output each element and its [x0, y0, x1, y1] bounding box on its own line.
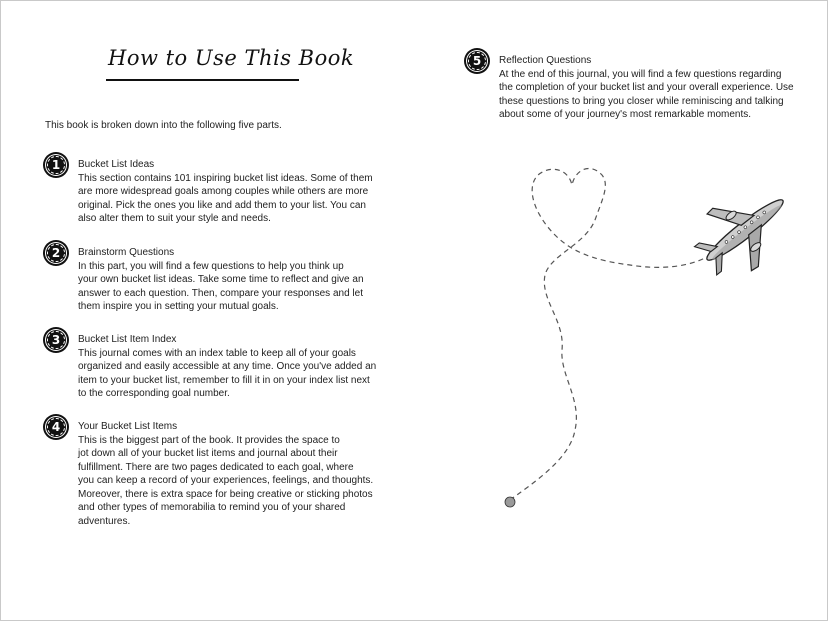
section-title: Bucket List Item Index	[78, 334, 177, 345]
section-text-line: these questions to bring you closer while reminiscing and talking	[499, 95, 784, 107]
section-title: Reflection Questions	[499, 55, 592, 66]
section-text-line: organized and easily accessible at any time. Once you've added an	[78, 361, 377, 372]
intro-text: This book is broken down into the following five parts.	[45, 120, 282, 131]
section-text-line: the completion of your bucket list and your overall experience. Use	[499, 82, 794, 93]
section-text-line: them inspire you in setting your mutual goals.	[78, 301, 279, 312]
section-text-line: you can keep a record of your experiences, feelings, and thoughts.	[78, 475, 374, 486]
section-text-line: This section contains 101 inspiring bucket list ideas. Some of them	[78, 172, 373, 184]
number-badge: 5	[466, 50, 488, 72]
section-brainstorm-questions	[45, 242, 385, 314]
number-badge: 3	[45, 329, 67, 351]
section-text-line: Moreover, there is extra space for being creative or sticking photos	[78, 488, 373, 500]
flight-path-illustration	[490, 160, 790, 520]
section-text-line: answer to each question. Then, compare your responses and let	[78, 287, 363, 299]
section-text-line: original. Pick the ones you like and add them to your list. You can	[78, 199, 366, 211]
page-title: How to Use This Book	[108, 46, 355, 70]
section-title: Brainstorm Questions	[78, 247, 175, 258]
section-title: Your Bucket List Items	[78, 421, 178, 432]
section-text-line: and other types of memorabilia to remind you of your shared	[78, 502, 346, 513]
heart-dashed-path-icon	[510, 168, 718, 500]
section-bucket-list-ideas	[45, 154, 385, 226]
section-text-line: adventures.	[78, 515, 131, 527]
number-badge: 1	[45, 154, 67, 176]
section-text-line: jot down all of your bucket list items and journal about their	[78, 448, 338, 459]
section-text-line: This is the biggest part of the book. It provides the space to	[78, 434, 340, 446]
section-text-line: to the corresponding goal number.	[78, 388, 230, 399]
section-bucket-list-item-index	[45, 329, 385, 401]
section-text-line: item to your bucket list, remember to fill it in on your index list next	[78, 374, 370, 386]
airplane-icon	[683, 171, 790, 290]
path-start-dot-icon	[505, 497, 515, 507]
section-text-line: about some of your journey's most remarkable moments.	[499, 109, 752, 120]
section-text-line: also alter them to suit your style and needs.	[78, 213, 271, 224]
section-title: Bucket List Ideas	[78, 159, 155, 170]
number-badge: 4	[45, 416, 67, 438]
section-text-line: In this part, you will find a few questions to help you think up	[78, 260, 344, 272]
section-text-line: At the end of this journal, you will find a few questions regarding	[499, 68, 782, 80]
title-underline	[106, 79, 299, 81]
number-badge: 2	[45, 242, 67, 264]
section-text-line: are more widespread goals among couples while others are more	[78, 186, 369, 197]
section-text-line: your own bucket list ideas. Take some time to reflect and give an	[78, 274, 364, 285]
section-text-line: This journal comes with an index table to keep all of your goals	[78, 347, 356, 359]
section-your-bucket-list-items	[45, 416, 385, 528]
section-text-line: fulfillment. There are two pages dedicated to each goal, where	[78, 461, 354, 473]
section-reflection-questions	[466, 50, 796, 122]
